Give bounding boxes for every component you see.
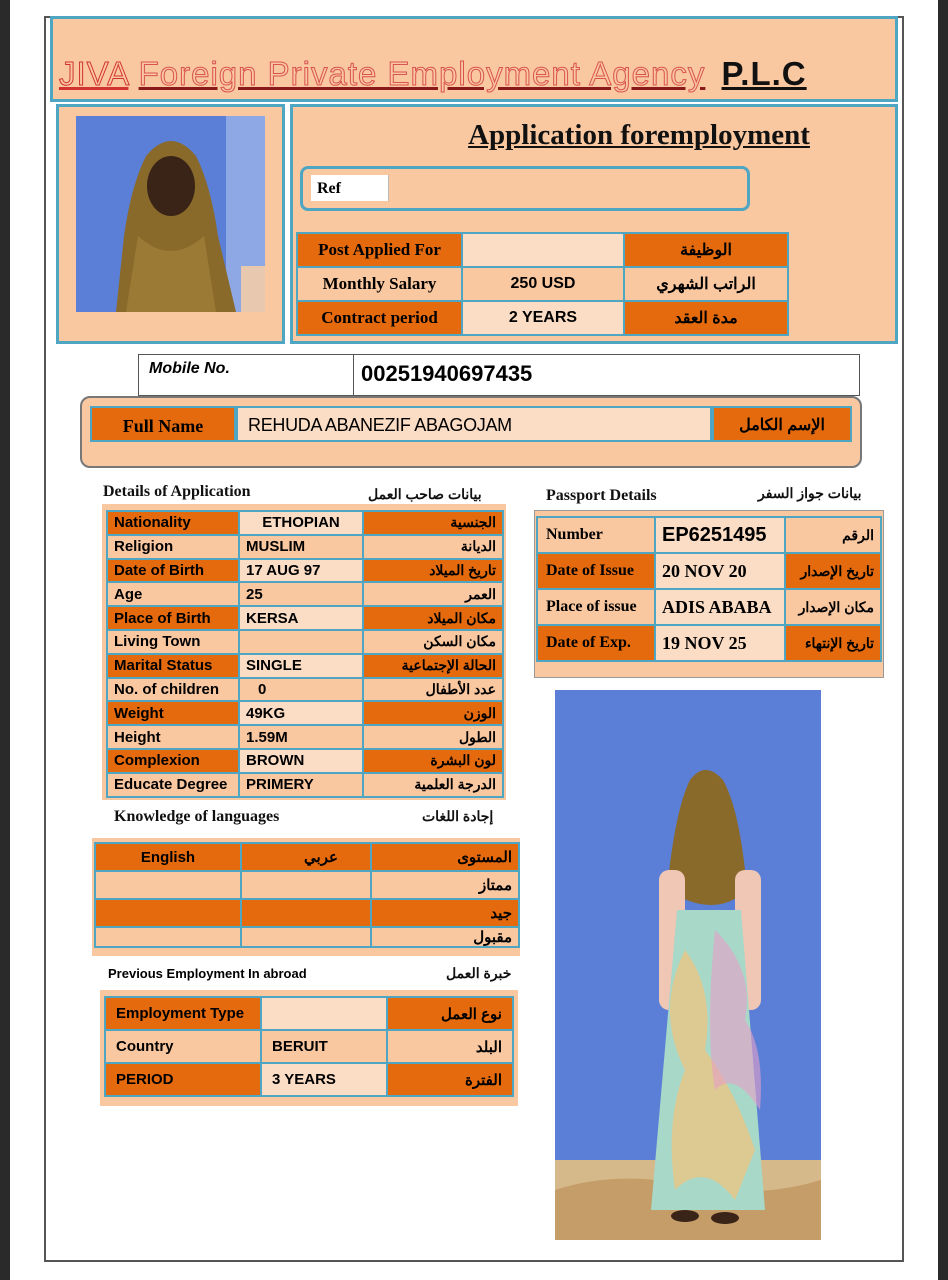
passport-label-ar: تاريخ الإنتهاء — [785, 625, 881, 661]
table-row — [105, 997, 513, 1030]
post-label-ar: الوظيفة — [624, 233, 788, 267]
table-row — [297, 301, 788, 335]
table-row — [107, 678, 503, 702]
detail-value — [239, 630, 363, 654]
table-row — [107, 535, 503, 559]
contract-label: Contract period — [297, 301, 462, 335]
prev-value — [261, 997, 387, 1030]
prev-label-ar: الفترة — [387, 1063, 513, 1096]
language-cell — [241, 871, 371, 899]
detail-label: Place of Birth — [107, 606, 239, 630]
detail-label-ar: عدد الأطفال — [363, 678, 503, 702]
passport-title-ar: بيانات جواز السفر — [758, 485, 862, 501]
language-cell — [95, 927, 241, 947]
detail-value: 0 — [239, 678, 363, 702]
details-table — [106, 510, 504, 798]
previous-title: Previous Employment In abroad — [108, 966, 307, 981]
detail-label: Religion — [107, 535, 239, 559]
mobile-value: 00251940697435 — [361, 361, 533, 386]
table-row — [105, 1063, 513, 1096]
detail-value: 25 — [239, 582, 363, 606]
passport-table — [536, 516, 882, 662]
passport-label: Number — [537, 517, 655, 553]
details-title-ar: بيانات صاحب العمل — [368, 486, 482, 502]
passport-value: 19 NOV 25 — [655, 625, 785, 661]
language-cell — [241, 899, 371, 927]
table-row — [107, 559, 503, 583]
table-row — [107, 511, 503, 535]
ref-label: Ref — [311, 175, 389, 201]
table-row — [107, 606, 503, 630]
prev-label: Employment Type — [105, 997, 261, 1030]
detail-label-ar: تاريخ الميلاد — [363, 559, 503, 583]
passport-label: Date of Exp. — [537, 625, 655, 661]
detail-value: 1.59M — [239, 725, 363, 749]
full-name-label-ar: الإسم الكامل — [712, 406, 852, 442]
prev-label: Country — [105, 1030, 261, 1063]
language-arabic: عربي — [241, 843, 371, 871]
detail-value: ETHOPIAN — [239, 511, 363, 535]
salary-value: 250 USD — [462, 267, 624, 301]
table-row — [95, 843, 519, 871]
post-table — [296, 232, 789, 336]
language-level-header: المستوى — [371, 843, 519, 871]
table-row — [95, 927, 519, 947]
language-level: جيد — [371, 899, 519, 927]
ref-field — [300, 166, 750, 211]
languages-table — [94, 842, 520, 948]
agency-name — [59, 55, 807, 93]
salary-label-ar: الراتب الشهري — [624, 267, 788, 301]
table-row — [107, 582, 503, 606]
detail-label: Height — [107, 725, 239, 749]
table-row — [107, 725, 503, 749]
contract-value: 2 YEARS — [462, 301, 624, 335]
application-title: Application foremployment — [468, 119, 810, 151]
agency-suffix: P.L.C — [721, 55, 807, 92]
detail-value: MUSLIM — [239, 535, 363, 559]
detail-value: SINGLE — [239, 654, 363, 678]
table-row — [297, 233, 788, 267]
detail-label: Educate Degree — [107, 773, 239, 797]
language-english: English — [95, 843, 241, 871]
full-name-value: REHUDA ABANEZIF ABAGOJAM — [236, 406, 712, 442]
prev-label-ar: البلد — [387, 1030, 513, 1063]
languages-title: Knowledge of languages — [114, 808, 280, 825]
detail-label-ar: الديانة — [363, 535, 503, 559]
language-level: ممتاز — [371, 871, 519, 899]
detail-label: No. of children — [107, 678, 239, 702]
detail-label-ar: لون البشرة — [363, 749, 503, 773]
passport-label-ar: مكان الإصدار — [785, 589, 881, 625]
language-level: مقبول — [371, 927, 519, 947]
full-name-label: Full Name — [90, 406, 236, 442]
detail-label-ar: الدرجة العلمية — [363, 773, 503, 797]
passport-value: ADIS ABABA — [655, 589, 785, 625]
detail-label-ar: الجنسية — [363, 511, 503, 535]
passport-label: Date of Issue — [537, 553, 655, 589]
table-row — [107, 749, 503, 773]
post-value — [462, 233, 624, 267]
prev-value: BERUIT — [261, 1030, 387, 1063]
table-row — [537, 517, 881, 553]
table-row — [95, 899, 519, 927]
detail-label-ar: مكان الميلاد — [363, 606, 503, 630]
language-cell — [95, 871, 241, 899]
languages-title-ar: إجادة اللغات — [422, 808, 494, 824]
passport-label: Place of issue — [537, 589, 655, 625]
detail-value: BROWN — [239, 749, 363, 773]
post-label: Post Applied For — [297, 233, 462, 267]
table-row — [105, 1030, 513, 1063]
agency-name-rest: Foreign Private Employment Agency — [138, 55, 706, 92]
table-row — [107, 654, 503, 678]
details-title: Details of Application — [103, 483, 251, 500]
detail-value: 49KG — [239, 701, 363, 725]
detail-label: Date of Birth — [107, 559, 239, 583]
detail-value: KERSA — [239, 606, 363, 630]
previous-table — [104, 996, 514, 1097]
mobile-divider — [353, 355, 354, 397]
detail-label-ar: الطول — [363, 725, 503, 749]
applicant-full-photo — [555, 690, 821, 1240]
mobile-row — [138, 354, 860, 396]
detail-label: Nationality — [107, 511, 239, 535]
prev-label: PERIOD — [105, 1063, 261, 1096]
table-row — [297, 267, 788, 301]
table-row — [537, 589, 881, 625]
detail-label-ar: العمر — [363, 582, 503, 606]
passport-label-ar: تاريخ الإصدار — [785, 553, 881, 589]
passport-label-ar: الرقم — [785, 517, 881, 553]
salary-label: Monthly Salary — [297, 267, 462, 301]
detail-label-ar: الوزن — [363, 701, 503, 725]
table-row — [95, 871, 519, 899]
agency-name-first: JIVA — [59, 55, 129, 92]
table-row — [537, 625, 881, 661]
detail-label: Weight — [107, 701, 239, 725]
passport-number: EP6251495 — [655, 517, 785, 553]
detail-label: Living Town — [107, 630, 239, 654]
detail-value: PRIMERY — [239, 773, 363, 797]
mobile-label: Mobile No. — [149, 360, 230, 377]
detail-label: Marital Status — [107, 654, 239, 678]
passport-title: Passport Details — [546, 487, 657, 504]
language-cell — [95, 899, 241, 927]
table-row — [107, 773, 503, 797]
language-cell — [241, 927, 371, 947]
detail-label-ar: الحالة الإجتماعية — [363, 654, 503, 678]
agency-header — [50, 16, 898, 102]
prev-value: 3 YEARS — [261, 1063, 387, 1096]
table-row — [537, 553, 881, 589]
detail-label: Complexion — [107, 749, 239, 773]
previous-title-ar: خبرة العمل — [446, 965, 512, 981]
table-row — [107, 630, 503, 654]
passport-value: 20 NOV 20 — [655, 553, 785, 589]
prev-label-ar: نوع العمل — [387, 997, 513, 1030]
detail-label: Age — [107, 582, 239, 606]
contract-label-ar: مدة العقد — [624, 301, 788, 335]
detail-label-ar: مكان السكن — [363, 630, 503, 654]
applicant-headshot-photo — [76, 116, 265, 312]
table-row — [107, 701, 503, 725]
detail-value: 17 AUG 97 — [239, 559, 363, 583]
